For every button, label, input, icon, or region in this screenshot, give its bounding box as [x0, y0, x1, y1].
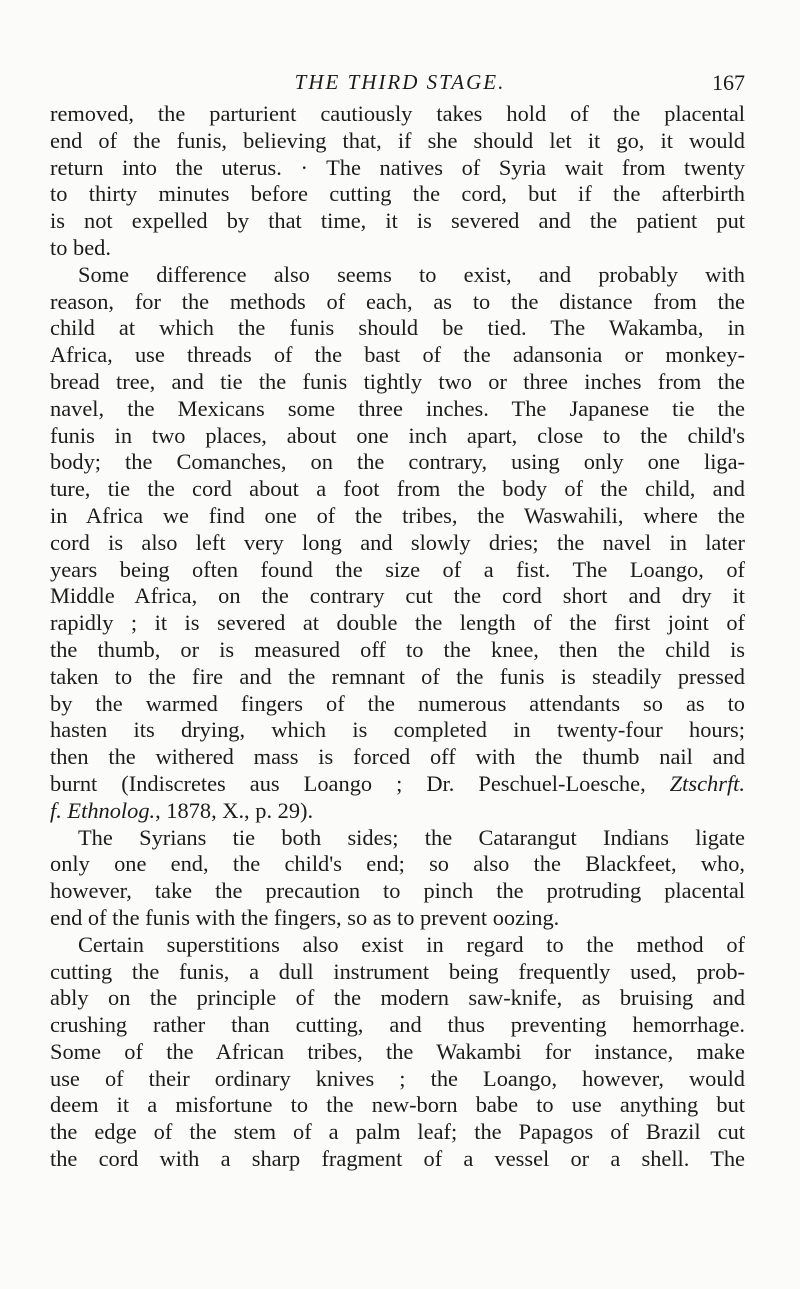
text-line: then the withered mass is forced off with the thumb nail and — [50, 744, 745, 770]
text-line: the cord with a sharp fragment of a vessel or a shell. The — [50, 1146, 745, 1172]
text-line: ture, tie the cord about a foot from the body of the child, and — [50, 476, 745, 502]
text-line: navel, the Mexicans some three inches. The Japanese tie the — [50, 395, 745, 421]
text-line: bread tree, and tie the funis tightly two or three inches from the — [50, 368, 745, 394]
text-line: end of the funis, believing that, if she should let it go, it would — [50, 127, 745, 153]
text-line: return into the uterus. · The natives of Syria wait from twenty — [50, 154, 745, 180]
text-line: Some of the African tribes, the Wakambi for instance, make — [50, 1038, 745, 1064]
text-line: to thirty minutes before cutting the cord, but if the afterbirth — [50, 181, 745, 207]
text-line: the edge of the stem of a palm leaf; the Papagos of Brazil cut — [50, 1119, 745, 1145]
text-line: taken to the fire and the remnant of the funis is steadily pressed — [50, 663, 745, 689]
text-line: the thumb, or is measured off to the knee, then the child is — [50, 636, 745, 662]
running-title: THE THIRD STAGE. — [294, 70, 506, 94]
text-line: by the warmed fingers of the numerous attendants so as to — [50, 690, 745, 716]
text-line: Some difference also seems to exist, and probably with — [78, 261, 745, 287]
text-line: years being often found the size of a fist. The Loango, of — [50, 556, 745, 582]
page-header — [0, 70, 800, 100]
text-line: child at which the funis should be tied. The Wakamba, in — [50, 315, 745, 341]
text-line: however, take the precaution to pinch the protruding placental — [50, 878, 745, 904]
text-line: is not expelled by that time, it is severed and the patient put — [50, 208, 745, 234]
text-line: funis in two places, about one inch apart, close to the child's — [50, 422, 745, 448]
text-line: ably on the principle of the modern saw-knife, as bruising and — [50, 985, 745, 1011]
text-line: Middle Africa, on the contrary cut the cord short and dry it — [50, 583, 745, 609]
citation-journal-cont: f. Ethnolog. — [50, 797, 156, 823]
citation-line-end — [50, 798, 745, 825]
text-line: only one end, the child's end; so also the Blackfeet, who, — [50, 851, 745, 877]
text-line: Africa, use threads of the bast of the adansonia or monkey- — [50, 342, 745, 368]
text-line: hasten its drying, which is completed in twenty-four hours; — [50, 717, 745, 743]
text-line: rapidly ; it is severed at double the length of the first joint of — [50, 610, 745, 636]
text-line: body; the Comanches, on the contrary, using only one liga- — [50, 449, 745, 475]
body-text — [50, 101, 745, 1173]
text-line: Certain superstitions also exist in regard to the method of — [78, 931, 745, 957]
text-line: deem it a misfortune to the new-born babe to use anything but — [50, 1092, 745, 1118]
text-line: use of their ordinary knives ; the Loango, however, would — [50, 1065, 745, 1091]
page-number: 167 — [712, 70, 745, 95]
text-line: crushing rather than cutting, and thus preventing hemorrhage. — [50, 1012, 745, 1038]
text-line: The Syrians tie both sides; the Catarangut Indians ligate — [78, 824, 745, 850]
text-line: in Africa we find one of the tribes, the Waswahili, where the — [50, 502, 745, 528]
text-line: cutting the funis, a dull instrument being frequently used, prob- — [50, 958, 745, 984]
citation-line — [50, 771, 745, 798]
citation-journal: Ztschrft. — [669, 770, 745, 796]
text-line: to bed. — [50, 234, 111, 260]
citation-suffix: , 1878, X., p. 29). — [155, 797, 314, 823]
text-line: cord is also left very long and slowly dries; the navel in later — [50, 529, 745, 555]
text-line: reason, for the methods of each, as to the distance from the — [50, 288, 745, 314]
citation-prefix: burnt (Indiscretes aus Loango ; Dr. Peschuel-Loesche, — [50, 770, 670, 796]
text-line: removed, the parturient cautiously takes hold of the placental — [50, 101, 745, 126]
text-line: end of the funis with the fingers, so as to prevent oozing. — [50, 904, 560, 930]
